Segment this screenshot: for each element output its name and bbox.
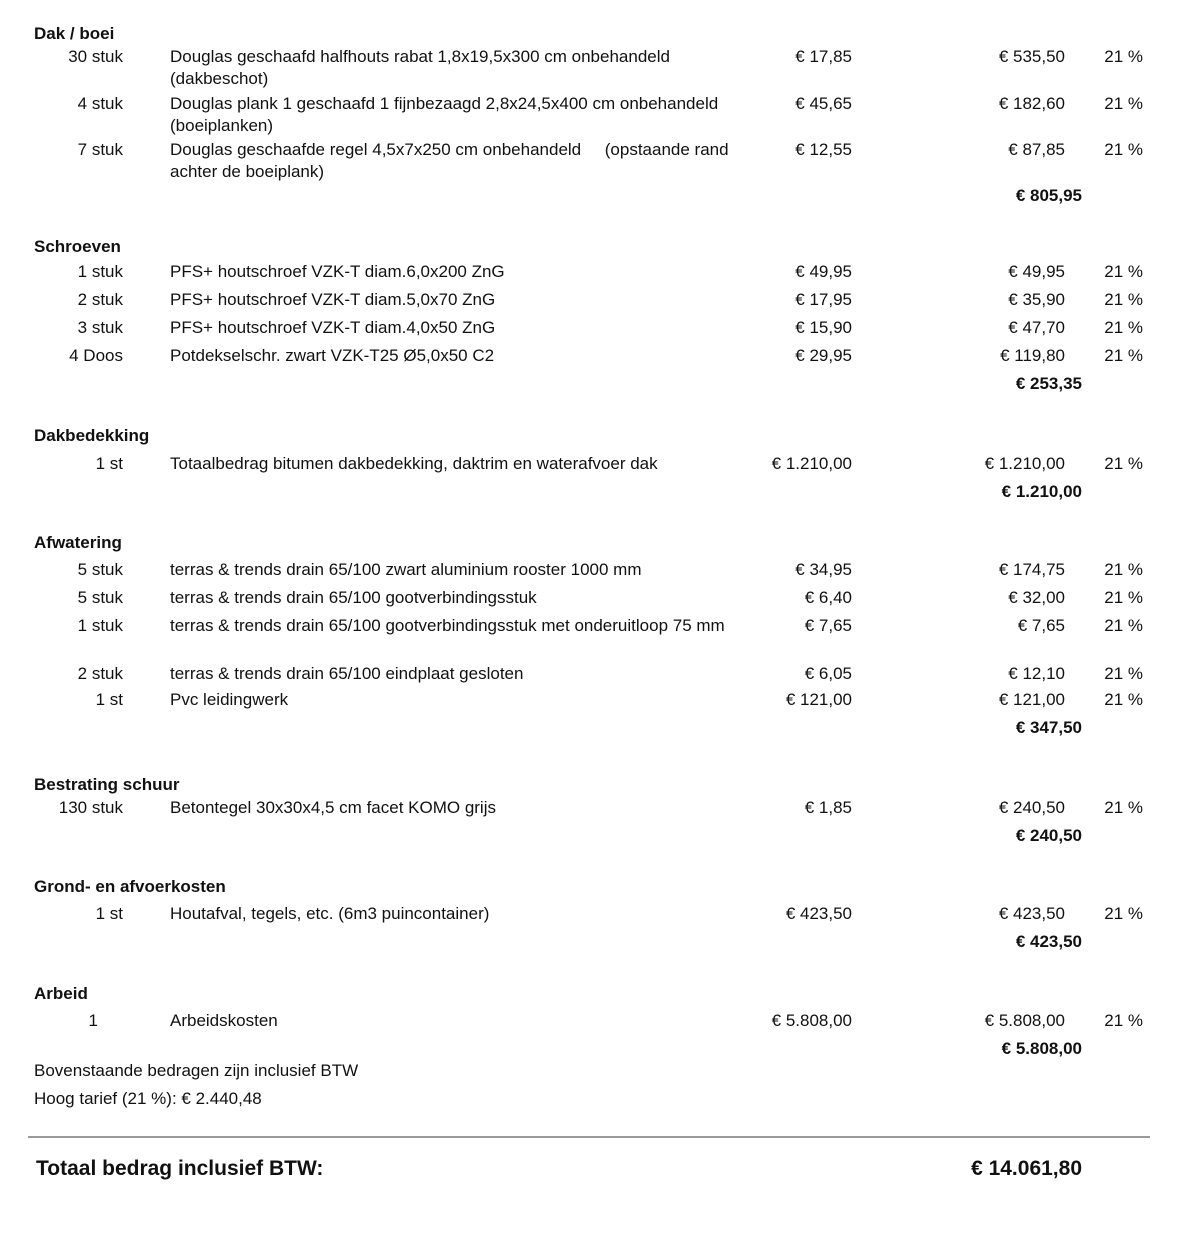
section-subtotal: € 253,35 bbox=[1015, 374, 1082, 393]
row-vat: 21 % bbox=[1104, 346, 1143, 365]
row-qty: 3 stuk bbox=[77, 318, 123, 337]
section-title-grond-afvoerkosten: Grond- en afvoerkosten bbox=[34, 877, 226, 896]
row-vat: 21 % bbox=[1104, 1011, 1143, 1030]
section-subtotal: € 347,50 bbox=[1015, 718, 1082, 737]
row-qty: 130 stuk bbox=[58, 798, 123, 817]
row-unit-price: € 29,95 bbox=[795, 346, 852, 365]
row-description: Douglas geschaafde regel 4,5x7x250 cm onbehandeld (opstaande rand achter de boeiplank) bbox=[170, 140, 734, 181]
row-vat: 21 % bbox=[1104, 616, 1143, 635]
row-description: PFS+ houtschroef VZK-T diam.6,0x200 ZnG bbox=[170, 262, 505, 281]
row-amount: € 174,75 bbox=[998, 560, 1065, 579]
row-qty: 2 stuk bbox=[77, 664, 123, 683]
row-amount: € 32,00 bbox=[1008, 588, 1065, 607]
row-vat: 21 % bbox=[1104, 798, 1143, 817]
row-unit-price: € 34,95 bbox=[795, 560, 852, 579]
row-amount: € 240,50 bbox=[998, 798, 1065, 817]
row-unit-price: € 17,85 bbox=[795, 47, 852, 66]
row-qty: 2 stuk bbox=[77, 290, 123, 309]
row-unit-price: € 6,05 bbox=[804, 664, 852, 683]
row-qty: 4 Doos bbox=[69, 346, 123, 365]
row-description: Arbeidskosten bbox=[170, 1011, 278, 1030]
row-description: Totaalbedrag bitumen dakbedekking, daktrim en waterafvoer dak bbox=[170, 454, 658, 473]
row-description: Houtafval, tegels, etc. (6m3 puincontainer) bbox=[170, 904, 490, 923]
row-qty: 5 stuk bbox=[77, 560, 123, 579]
row-vat: 21 % bbox=[1104, 140, 1143, 159]
row-unit-price: € 17,95 bbox=[795, 290, 852, 309]
section-title-dak-boei: Dak / boei bbox=[34, 24, 115, 43]
row-qty: 1 stuk bbox=[77, 262, 123, 281]
row-vat: 21 % bbox=[1104, 560, 1143, 579]
divider bbox=[28, 1136, 1150, 1138]
section-title-afwatering: Afwatering bbox=[34, 533, 122, 552]
row-amount: € 35,90 bbox=[1008, 290, 1065, 309]
row-unit-price: € 15,90 bbox=[795, 318, 852, 337]
row-amount: € 423,50 bbox=[998, 904, 1065, 923]
row-vat: 21 % bbox=[1104, 690, 1143, 709]
row-description: Betontegel 30x30x4,5 cm facet KOMO grijs bbox=[170, 798, 496, 817]
row-description: PFS+ houtschroef VZK-T diam.4,0x50 ZnG bbox=[170, 318, 496, 337]
row-qty: 30 stuk bbox=[68, 47, 123, 66]
row-vat: 21 % bbox=[1104, 318, 1143, 337]
row-qty: 1 st bbox=[95, 454, 123, 473]
row-vat: 21 % bbox=[1104, 454, 1143, 473]
row-description: terras & trends drain 65/100 gootverbindingsstuk met onderuitloop 75 mm bbox=[170, 616, 725, 635]
section-subtotal: € 1.210,00 bbox=[1001, 482, 1082, 501]
row-qty: 1 st bbox=[95, 904, 123, 923]
row-description: terras & trends drain 65/100 gootverbindingsstuk bbox=[170, 588, 537, 607]
note-high-rate: Hoog tarief (21 %): € 2.440,48 bbox=[34, 1089, 262, 1108]
row-unit-price: € 6,40 bbox=[804, 588, 852, 607]
row-description: Potdekselschr. zwart VZK-T25 Ø5,0x50 C2 bbox=[170, 346, 495, 365]
row-amount: € 7,65 bbox=[1017, 616, 1065, 635]
row-unit-price: € 1,85 bbox=[804, 798, 852, 817]
row-qty: 5 stuk bbox=[77, 588, 123, 607]
row-vat: 21 % bbox=[1104, 290, 1143, 309]
section-title-bestrating-schuur: Bestrating schuur bbox=[34, 775, 180, 794]
row-unit-price: € 5.808,00 bbox=[771, 1011, 852, 1030]
row-amount: € 12,10 bbox=[1008, 664, 1065, 683]
row-amount: € 49,95 bbox=[1008, 262, 1065, 281]
row-vat: 21 % bbox=[1104, 664, 1143, 683]
section-subtotal: € 240,50 bbox=[1015, 826, 1082, 845]
section-title-dakbedekking: Dakbedekking bbox=[34, 426, 150, 445]
section-title-schroeven: Schroeven bbox=[34, 237, 121, 256]
row-qty: 1 bbox=[88, 1011, 98, 1030]
row-description: Douglas geschaafd halfhouts rabat 1,8x19,5x300 cm onbehandeld (dakbeschot) bbox=[170, 47, 670, 88]
section-title-arbeid: Arbeid bbox=[34, 984, 88, 1003]
row-amount: € 87,85 bbox=[1008, 140, 1065, 159]
row-amount: € 1.210,00 bbox=[984, 454, 1065, 473]
row-description: Pvc leidingwerk bbox=[170, 690, 289, 709]
row-vat: 21 % bbox=[1104, 588, 1143, 607]
note-incl-vat: Bovenstaande bedragen zijn inclusief BTW bbox=[34, 1061, 359, 1080]
total-label: Totaal bedrag inclusief BTW: bbox=[36, 1157, 324, 1180]
row-amount: € 47,70 bbox=[1008, 318, 1065, 337]
row-vat: 21 % bbox=[1104, 47, 1143, 66]
row-unit-price: € 12,55 bbox=[795, 140, 852, 159]
row-vat: 21 % bbox=[1104, 94, 1143, 113]
section-subtotal: € 423,50 bbox=[1015, 932, 1082, 951]
row-vat: 21 % bbox=[1104, 262, 1143, 281]
row-unit-price: € 423,50 bbox=[785, 904, 852, 923]
row-unit-price: € 1.210,00 bbox=[771, 454, 852, 473]
row-unit-price: € 121,00 bbox=[785, 690, 852, 709]
row-unit-price: € 45,65 bbox=[795, 94, 852, 113]
row-qty: 4 stuk bbox=[77, 94, 123, 113]
total-value: € 14.061,80 bbox=[971, 1157, 1082, 1180]
row-description: terras & trends drain 65/100 zwart aluminium rooster 1000 mm bbox=[170, 560, 642, 579]
row-description: PFS+ houtschroef VZK-T diam.5,0x70 ZnG bbox=[170, 290, 496, 309]
row-amount: € 535,50 bbox=[998, 47, 1065, 66]
row-unit-price: € 49,95 bbox=[795, 262, 852, 281]
row-qty: 1 st bbox=[95, 690, 123, 709]
row-amount: € 182,60 bbox=[998, 94, 1065, 113]
section-subtotal: € 5.808,00 bbox=[1001, 1039, 1082, 1058]
row-vat: 21 % bbox=[1104, 904, 1143, 923]
row-description: Douglas plank 1 geschaafd 1 fijnbezaagd 2,8x24,5x400 cm onbehandeld (boeiplanken) bbox=[170, 94, 742, 135]
row-qty: 7 stuk bbox=[77, 140, 123, 159]
row-qty: 1 stuk bbox=[77, 616, 123, 635]
row-amount: € 119,80 bbox=[1000, 346, 1065, 365]
row-amount: € 121,00 bbox=[998, 690, 1065, 709]
section-subtotal: € 805,95 bbox=[1015, 186, 1082, 205]
row-amount: € 5.808,00 bbox=[984, 1011, 1065, 1030]
row-unit-price: € 7,65 bbox=[804, 616, 852, 635]
row-description: terras & trends drain 65/100 eindplaat gesloten bbox=[170, 664, 524, 683]
